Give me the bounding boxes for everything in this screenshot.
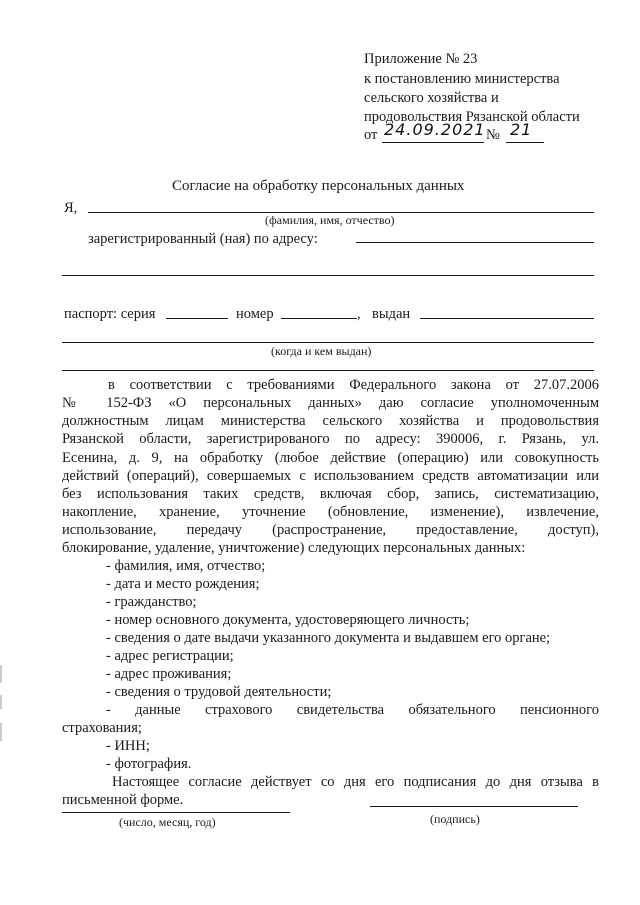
passport-number-label: номер [236, 306, 274, 322]
signature-line[interactable] [370, 806, 578, 807]
list-item: - дата и место рождения; [106, 576, 260, 592]
list-item: - сведения о трудовой деятельности; [106, 684, 332, 700]
body-line-4: Рязанской области, зарегистрированого по адресу: 390006, г. Рязань, ул. [62, 431, 599, 447]
list-item: - номер основного документа, удостоверяющего личность; [106, 612, 470, 628]
body-line-7: без использования таких средств, включая сбор, запись, систематизацию, [62, 486, 599, 502]
passport-series-field[interactable] [166, 318, 228, 319]
number-underline [506, 142, 544, 143]
handwritten-number: 21 [510, 120, 533, 139]
body-line-6: действий (операций), совершаемых с использованием средств автоматизации или [62, 468, 599, 484]
passport-number-field[interactable] [281, 318, 357, 319]
fio-caption: (фамилия, имя, отчество) [265, 213, 395, 227]
body-line-2: № 152-ФЗ «О персональных данных» даю согласие уполномоченным [62, 395, 599, 411]
number-sign: № [486, 127, 500, 143]
date-underline [382, 142, 484, 143]
body-line-5: Есенина, д. 9, на обработку (любое действие (операцию) или совокупность [62, 450, 599, 466]
document-title: Согласие на обработку персональных данных [172, 178, 465, 194]
issued-caption: (когда и кем выдан) [271, 344, 372, 358]
list-item: - адрес проживания; [106, 666, 232, 682]
signature-caption: (подпись) [430, 812, 480, 826]
list-item: - гражданство; [106, 594, 197, 610]
header-line-3: продовольствия Рязанской области [364, 109, 580, 125]
issued-field-line-2[interactable] [62, 342, 594, 343]
scan-edge-marks [0, 665, 3, 745]
address-field-line[interactable] [356, 242, 594, 243]
list-item: - сведения о дате выдачи указанного документа и выдавшем его органе; [106, 630, 551, 646]
issued-field[interactable] [420, 318, 594, 319]
list-item: - адрес регистрации; [106, 648, 234, 664]
list-item-pension-cont: страхования; [62, 720, 142, 736]
body-line-8: накопление, хранение, уточнение (обновление, изменение), извлечение, [62, 504, 599, 520]
registered-label: зарегистрированный (ная) по адресу: [88, 231, 318, 247]
validity-line-2: письменной форме. [62, 792, 184, 808]
list-item: - ИНН; [106, 738, 150, 754]
body-line-3: должностным лицам министерства сельского хозяйства и продовольствия [62, 413, 599, 429]
address-field-line-2[interactable] [62, 275, 594, 276]
validity-line-1: Настоящее согласие действует со дня его подписания до дня отзыва в [112, 774, 599, 790]
i-label: Я, [64, 200, 78, 216]
from-label: от [364, 127, 378, 143]
list-item-pension: - данные страхового свидетельства обязательного пенсионного [106, 702, 599, 718]
date-signature-line[interactable] [62, 812, 290, 813]
header-line-2: сельского хозяйства и [364, 90, 499, 106]
date-caption: (число, месяц, год) [119, 815, 216, 829]
appendix-number: Приложение № 23 [364, 51, 478, 67]
header-line-1: к постановлению министерства [364, 71, 560, 87]
list-item: - фамилия, имя, отчество; [106, 558, 266, 574]
body-line-9: использование, передачу (распространение, предоставление, доступ), [62, 522, 599, 538]
issued-label: выдан [372, 306, 411, 322]
list-item: - фотография. [106, 756, 192, 772]
issued-field-line-3[interactable] [62, 370, 594, 371]
comma: , [357, 306, 361, 322]
handwritten-date: 24.09.2021 [384, 120, 486, 139]
body-line-1: в соответствии с требованиями Федерального закона от 27.07.2006 [108, 377, 599, 393]
passport-series-label: паспорт: серия [64, 306, 156, 322]
body-line-last: блокирование, удаление, уничтожение) следующих персональных данных: [62, 540, 526, 556]
